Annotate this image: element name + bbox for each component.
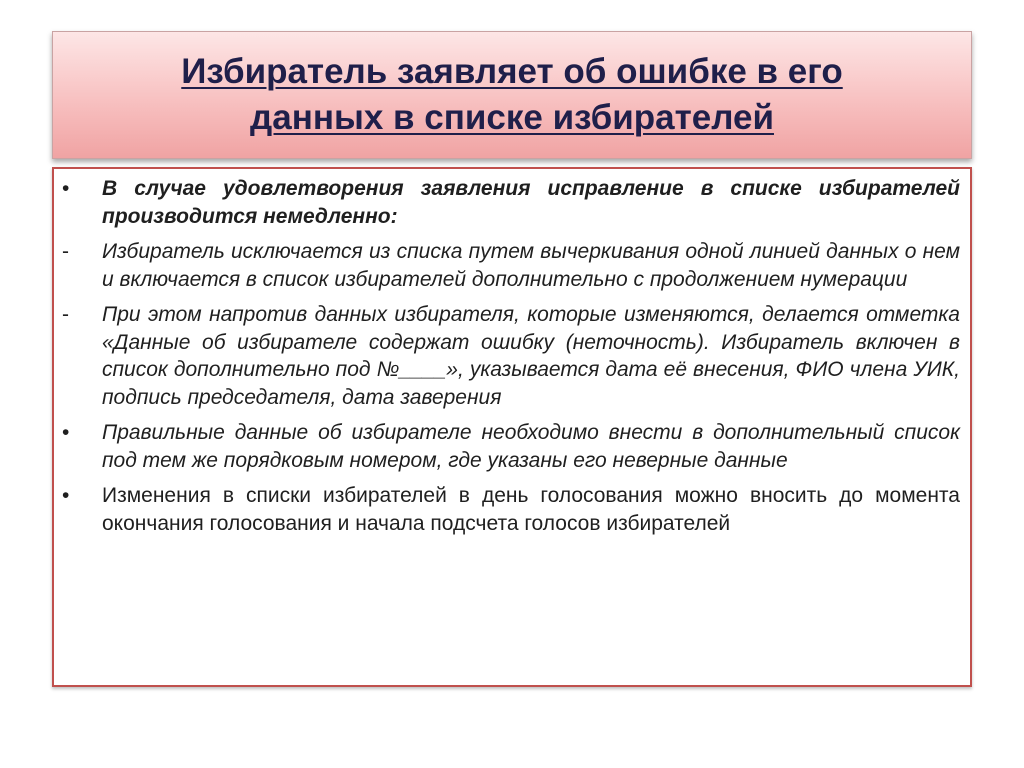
slide-title-box: [52, 31, 972, 159]
bullet-marker-icon: •: [62, 484, 70, 507]
bullet-text: Изменения в списки избирателей в день голосования можно вносить до момента окончания голосования и начала подсчета голосов избирателей: [102, 484, 960, 535]
bullet-text: Правильные данные об избирателе необходимо внести в дополнительный список под тем же порядковым номером, где указаны его неверные данные: [102, 421, 960, 472]
bullet-item-1: [54, 175, 960, 230]
dash-marker-icon: -: [62, 303, 69, 326]
bullet-item-5: [54, 482, 960, 537]
bullet-item-4: [54, 419, 960, 474]
slide-content-box: [52, 167, 972, 687]
bullet-marker-icon: •: [62, 421, 70, 444]
bullet-item-3: [54, 301, 960, 411]
slide-title-line-2: данных в списке избирателей: [250, 98, 774, 137]
bullet-item-2: [54, 238, 960, 293]
bullet-text: При этом напротив данных избирателя, которые изменяются, делается отметка «Данные об избирателе содержат ошибку (неточность). Избиратель включен в список дополнительно под №____», указывается дата её внесения, ФИО члена УИК, подпись председателя, дата заверения: [102, 303, 960, 409]
slide-title: [181, 49, 842, 141]
bullet-list: [54, 175, 960, 537]
dash-marker-icon: -: [62, 240, 69, 263]
bullet-text: В случае удовлетворения заявления исправление в списке избирателей производится немедленно:: [102, 177, 960, 228]
slide-title-line-1: Избиратель заявляет об ошибке в его: [181, 52, 843, 91]
bullet-marker-icon: •: [62, 177, 70, 200]
bullet-text: Избиратель исключается из списка путем вычеркивания одной линией данных о нем и включается в список избирателей дополнительно с продолжением нумерации: [102, 240, 960, 291]
